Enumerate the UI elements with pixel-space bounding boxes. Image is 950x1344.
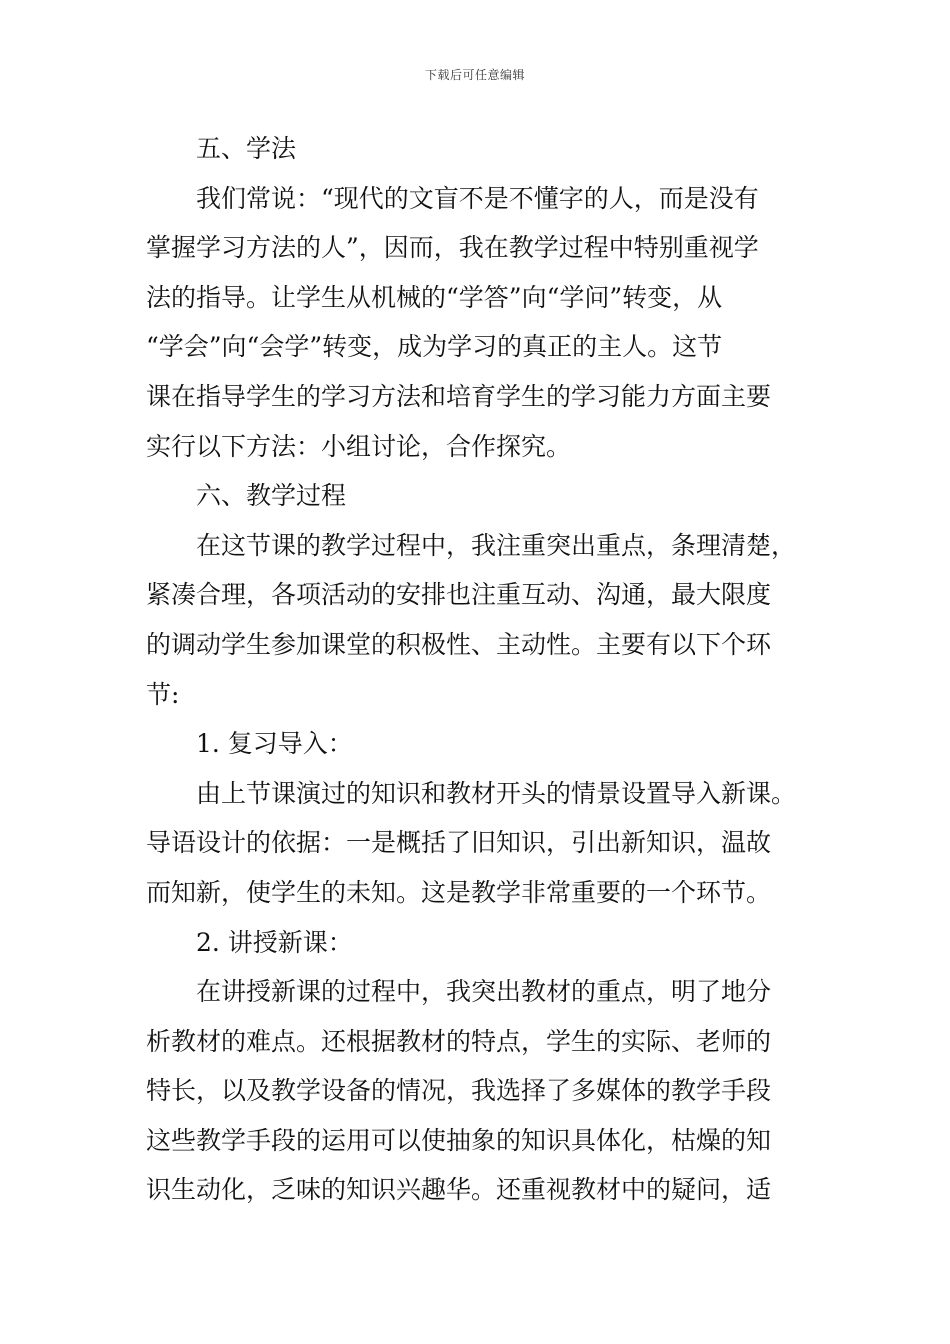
paragraph-line: 的调动学生参加课堂的积极性、主动性。主要有以下个环 xyxy=(146,629,772,659)
paragraph-line: 导语设计的依据：一是概括了旧知识，引出新知识，温故 xyxy=(146,828,772,858)
paragraph-line: 节: xyxy=(146,679,180,709)
paragraph-line: 法的指导。让学生从机械的“学答”向“学问”转变，从 xyxy=(146,282,723,312)
section-heading-teaching-process: 六、教学过程 xyxy=(196,481,347,511)
paragraph-line: 在这节课的教学过程中，我注重突出重点，条理清楚， xyxy=(196,530,797,560)
paragraph-line: 而知新，使学生的未知。这是教学非常重要的一个环节。 xyxy=(146,877,772,907)
paragraph-line: “学会”向“会学”转变，成为学习的真正的主人。这节 xyxy=(146,332,723,362)
paragraph-line: 特长，以及教学设备的情况，我选择了多媒体的教学手段 xyxy=(146,1076,772,1106)
paragraph-line: 这些教学手段的运用可以使抽象的知识具体化，枯燥的知 xyxy=(146,1125,772,1155)
paragraph-line: 由上节课演过的知识和教材开头的情景设置导入新课。 xyxy=(196,778,797,808)
paragraph-line: 课在指导学生的学习方法和培育学生的学习能力方面主要 xyxy=(146,381,772,411)
subsection-heading-review: 1. 复习导入： xyxy=(196,729,353,759)
paragraph-line: 析教材的难点。还根据教材的特点，学生的实际、老师的 xyxy=(146,1026,772,1056)
subsection-heading-new-lesson: 2. 讲授新课： xyxy=(196,927,353,957)
paragraph-line: 掌握学习方法的人”，因而，我在教学过程中特别重视学 xyxy=(146,233,759,263)
document-body xyxy=(146,124,806,1215)
paragraph-line: 识生动化，乏味的知识兴趣华。还重视教材中的疑问，适 xyxy=(146,1175,772,1205)
paragraph-line: 在讲授新课的过程中，我突出教材的重点，明了地分 xyxy=(196,977,772,1007)
page-header: 下载后可任意编辑 xyxy=(424,68,525,82)
paragraph-line: 实行以下方法：小组讨论，合作探究。 xyxy=(146,431,572,461)
section-heading-study-method: 五、学法 xyxy=(196,134,297,163)
paragraph-line: 紧凑合理，各项活动的安排也注重互动、沟通，最大限度 xyxy=(146,580,772,610)
paragraph-line: 我们常说：“现代的文盲不是不懂字的人，而是没有 xyxy=(196,183,759,213)
